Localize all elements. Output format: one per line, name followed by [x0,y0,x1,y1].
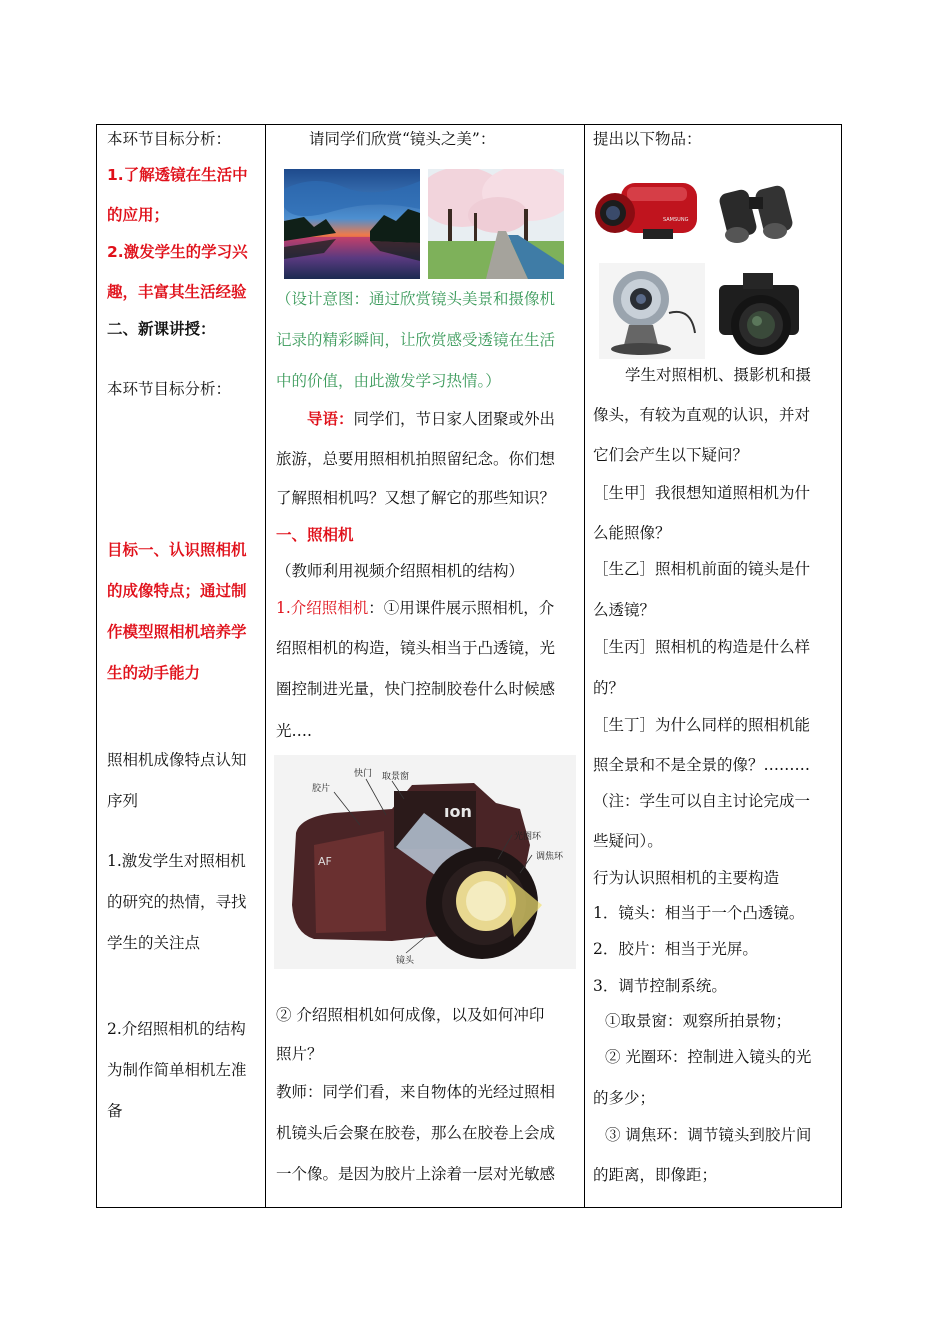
aperture-ring-label: 光圈环 [514,832,542,842]
design-intent-text: 记录的精彩瞬间，让欣赏感受透镜在生活 [276,331,556,349]
text-line: 圈控制进光量，快门控制胶卷什么时候感 [276,680,556,698]
intro-text: ：①用课件展示照相机，介 [368,599,555,617]
text-line: 3．调节控制系统。 [593,977,727,995]
lead-label: 导语： [307,410,354,428]
camcorder-photo [593,165,705,251]
text-line: 请同学们欣赏“镜头之美”： [309,130,496,148]
text-line: 为制作简单相机左准 [107,1061,247,1079]
cherry-blossom-photo [428,169,564,279]
camera-brand-label: ıon [444,802,472,821]
design-intent-text: （设计意图：通过欣赏镜头美景和摄像机 [276,290,556,308]
text-line: 提出以下物品： [593,130,702,148]
text-line: 1．镜头：相当于一个凸透镜。 [593,904,805,922]
section-heading: 二、新课讲授： [107,320,216,338]
text-line: 些疑问）。 [593,832,663,850]
camera-cutaway-diagram [274,755,576,969]
objective-heading: 2.激发学生的学习兴 [107,243,248,261]
text-line: 2．胶片：相当于光屏。 [593,940,758,958]
objective-heading: 作模型照相机培养学 [107,623,247,641]
text-line: 本环节目标分析： [107,380,232,398]
text-line: 一个像。是因为胶片上涂着一层对光敏感 [276,1165,556,1183]
text-line: 本环节目标分析： [107,130,232,148]
objective-heading: 生的动手能力 [107,664,201,682]
text-line: 机镜头后会聚在胶卷，那么在胶卷上会成 [276,1124,556,1142]
text-line: 么能照像？ [593,524,671,542]
text-line: ［生丙］照相机的构造是什么样 [593,638,811,656]
lens-label: 镜头 [396,956,415,966]
text-line: 照相机成像特点认知 [107,751,247,769]
film-label: 胶片 [312,784,331,794]
objective-heading: 目标一、认识照相机 [107,541,247,559]
text-line: 旅游，总要用照相机拍照留纪念。你们想 [276,450,556,468]
text-line: 么透镜？ [593,601,656,619]
objective-heading: 的应用； [107,206,170,224]
sunset-lake-photo [284,169,420,279]
text-line: 的多少； [593,1089,656,1107]
text-line: 行为认识照相机的主要构造 [593,869,780,887]
focus-ring-label: 调焦环 [536,852,564,862]
text-line: 照全景和不是全景的像？……… [593,756,811,774]
text-line: （注：学生可以自主讨论完成一 [593,792,811,810]
text-line: 了解照相机吗？又想了解它的那些知识？ [276,489,556,507]
text-line: 备 [107,1102,123,1120]
binoculars-photo [713,177,805,247]
text-line: 学生对照相机、摄影机和摄 [625,366,812,384]
text-line: 序列 [107,792,139,810]
objective-heading: 的成像特点；通过制 [107,582,247,600]
lesson-table [96,124,842,1208]
text-line: ③ 调焦环：调节镜头到胶片间 [605,1126,812,1144]
text-line: （教师利用视频介绍照相机的结构） [276,562,525,580]
objective-heading: 趣，丰富其生活经验 [107,283,247,301]
text-line: 像头，有较为直观的认识，并对 [593,406,811,424]
text-line: 的研究的热情，寻找 [107,893,247,911]
viewfinder-label: 取景窗 [382,772,410,782]
slr-camera-photo [709,267,809,359]
teacher-activity-column [266,125,584,1207]
text-line: 照片？ [276,1045,323,1063]
text-line: 教师：同学们看，来自物体的光经过照相 [276,1083,556,1101]
text-line [276,598,554,618]
text-line: ② 光圈环：控制进入镜头的光 [605,1048,812,1066]
af-label: AF [318,855,332,868]
design-intent-text: 中的价值，由此激发学习热情。） [276,372,501,390]
text-line: 绍照相机的构造，镜头相当于凸透镜，光 [276,639,556,657]
webcam-photo [599,263,705,359]
text-line: 光…. [276,722,312,740]
text-line: 的？ [593,679,625,697]
text-line: ①取景窗：观察所拍景物； [605,1012,792,1030]
intro-label: 1.介绍照相机 [276,599,369,617]
text-line: ［生丁］为什么同样的照相机能 [593,716,811,734]
text-line: 的距离，即像距； [593,1166,718,1184]
camcorder-brand: SAMSUNG [663,217,689,223]
text-line: 1.激发学生对照相机 [107,852,246,870]
text-line: ［生甲］我很想知道照相机为什 [593,484,811,502]
objective-heading: 1.了解透镜在生活中 [107,166,248,184]
text-line: 学生的关注点 [107,934,201,952]
lead-text: 同学们，节日家人团聚或外出 [353,410,556,428]
text-line [276,409,555,429]
text-line: ［生乙］照相机前面的镜头是什 [593,560,811,578]
shutter-label: 快门 [354,769,373,779]
text-line: ② 介绍照相机如何成像，以及如何冲印 [276,1006,545,1024]
text-line: 它们会产生以下疑问？ [593,446,749,464]
section-heading: 一、照相机 [276,526,354,544]
text-line: 2.介绍照相机的结构 [107,1020,246,1038]
objectives-column [97,125,265,1207]
student-activity-column [585,125,842,1207]
